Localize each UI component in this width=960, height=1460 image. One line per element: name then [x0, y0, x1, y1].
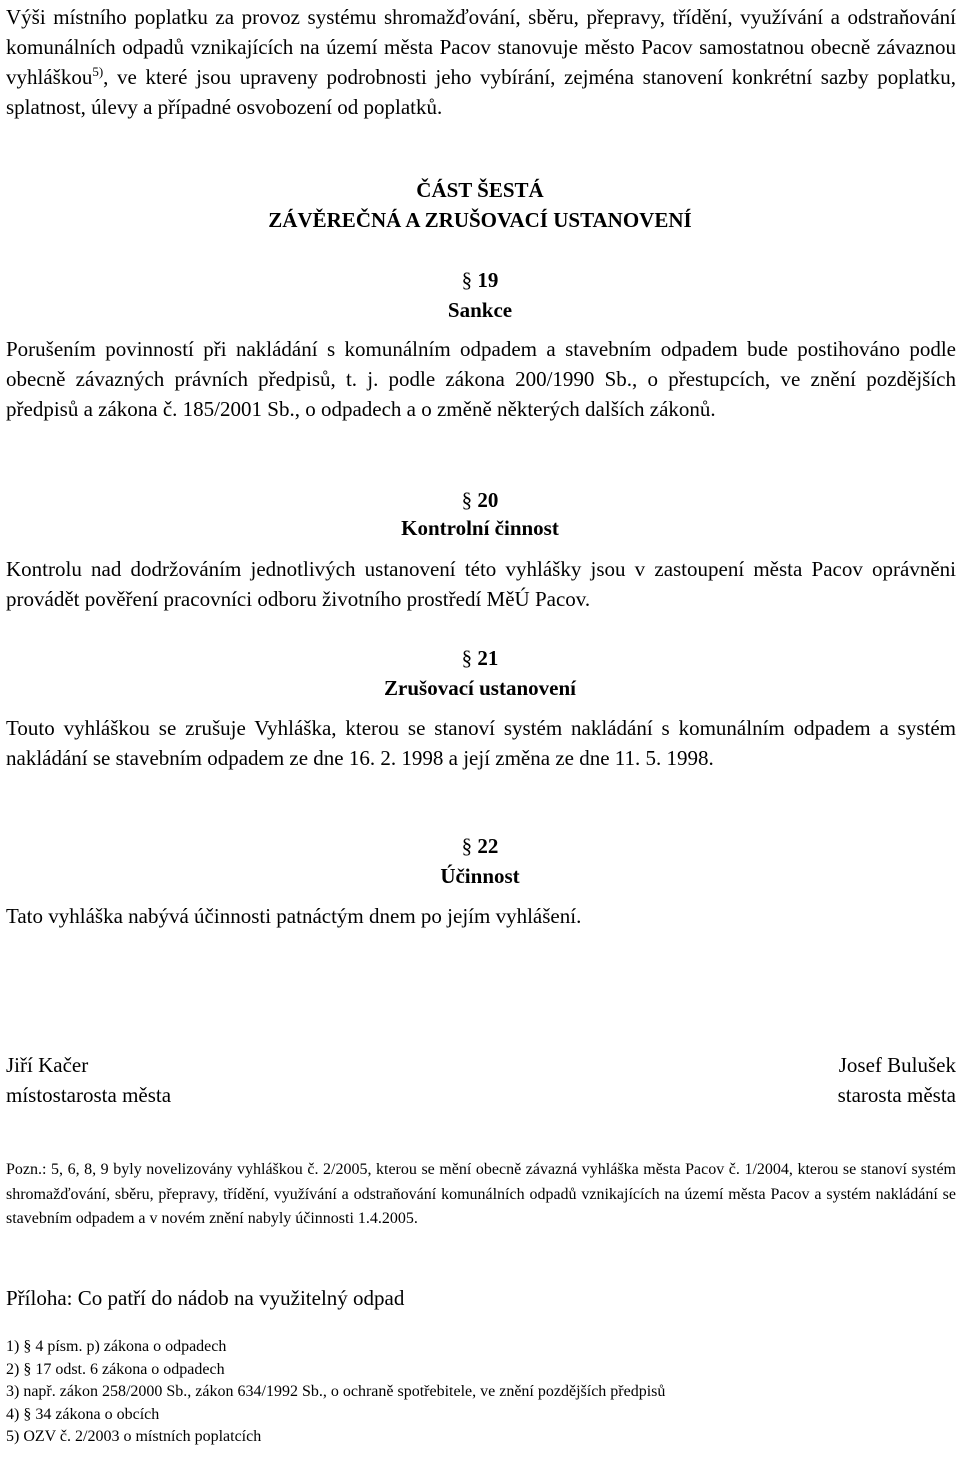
- signatory-name: Josef Bulušek: [838, 1053, 956, 1077]
- intro-text: Výši místního poplatku za provoz systému shromažďování, sběru, přepravy, třídění, využívání a odstraňování komunálních odpadů vznikajících na území města Pacov stanovuje město Pacov samostatnou obecně závaznou vyhláškou: [6, 5, 956, 89]
- footnote-number: 5): [6, 1428, 20, 1445]
- section-symbol: §: [461, 834, 473, 858]
- footnote-number: 1): [6, 1338, 20, 1355]
- signatory-role: starosta města: [837, 1083, 956, 1107]
- intro-paragraph: [6, 2, 956, 122]
- part-title: ZÁVĚREČNÁ A ZRUŠOVACÍ USTANOVENÍ: [268, 208, 692, 232]
- section-text: Tato vyhláška nabývá účinnosti patnáctým dnem po jejím vyhlášení.: [6, 904, 582, 928]
- attachment: Příloha: Co patří do nádob na využitelný odpad: [6, 1286, 405, 1310]
- footnote-number: 3): [6, 1383, 20, 1400]
- footnote-text: 34 zákona o obcích: [31, 1405, 160, 1423]
- section-text: Kontrolu nad dodržováním jednotlivých ustanovení této vyhlášky jsou v zastoupení města Pacov oprávněni provádět pověření pracovníci odboru životního prostředí MěÚ Pacov.: [6, 557, 956, 611]
- signature-right: [838, 1050, 956, 1110]
- note: Pozn.: 5, 6, 8, 9 byly novelizovány vyhláškou č. 2/2005, kterou se mění obecně závazná vyhláška města Pacov č. 1/2004, kterou se stanoví systém shromažďování, sběru, přepravy, třídění, využívání a odstraňování komunálních odpadů vznikajících na území města Pacov a systém nakládání se stavebním odpadem a v novém znění nabyly účinnosti 1.4.2005.: [6, 1161, 956, 1227]
- footnote-symbol: §: [23, 1338, 32, 1355]
- section-heading: [0, 643, 960, 673]
- footnote-number: 4): [6, 1405, 20, 1423]
- section-symbol: §: [461, 488, 473, 512]
- footnote-list: [6, 1336, 665, 1449]
- footnote-symbol: §: [23, 1405, 32, 1423]
- footnote-symbol: §: [23, 1360, 32, 1378]
- section-number: 20: [477, 488, 499, 512]
- section-heading: [0, 831, 960, 861]
- section-symbol: §: [461, 268, 473, 292]
- part-number: ČÁST ŠESTÁ: [416, 178, 544, 202]
- section-number: 21: [477, 646, 499, 670]
- footnote-number: 2): [6, 1360, 20, 1378]
- footnote-item: [6, 1404, 665, 1427]
- signatory-name: Jiří Kačer: [6, 1053, 89, 1077]
- signatory-role: místostarosta města: [6, 1083, 172, 1107]
- footnote-text: OZV č. 2/2003 o místních poplatcích: [23, 1428, 262, 1445]
- section-number: 22: [477, 834, 499, 858]
- section-title: Kontrolní činnost: [401, 516, 559, 540]
- section-text: Touto vyhláškou se zrušuje Vyhláška, kterou se stanoví systém nakládání s komunálním odpadem a systém nakládání se stavebním odpadem ze dne 16. 2. 1998 a její změna ze dne 11. 5. 1998.: [6, 716, 956, 770]
- section-number: 19: [477, 268, 499, 292]
- section-title: Sankce: [447, 298, 513, 322]
- intro-text-cont: , ve které jsou upraveny podrobnosti jeho vybírání, zejména stanovení konkrétní sazby poplatku, splatnost, úlevy a případné osvobození od poplatků.: [6, 65, 956, 119]
- footnote-text: např. zákon 258/2000 Sb., zákon 634/1992 Sb., o ochraně spotřebitele, ve znění pozdějších předpisů: [23, 1383, 666, 1400]
- section-title: Zrušovací ustanovení: [384, 676, 576, 700]
- footnote-item: [6, 1359, 665, 1382]
- section-title: Účinnost: [440, 864, 520, 888]
- footnote-item: [6, 1336, 665, 1359]
- section-heading: [0, 485, 960, 515]
- footnote-text: 4 písm. p) zákona o odpadech: [31, 1338, 227, 1355]
- footnote-text: 17 odst. 6 zákona o odpadech: [31, 1360, 225, 1378]
- section-heading: [0, 265, 960, 295]
- footnote-item: [6, 1426, 665, 1449]
- section-symbol: §: [461, 646, 473, 670]
- footnote-item: [6, 1381, 665, 1404]
- section-text: Porušením povinností při nakládání s komunálním odpadem a stavebním odpadem bude postihováno podle obecně závazných právních předpisů, t. j. podle zákona 200/1990 Sb., o přestupcích, ve znění pozdějších předpisů a zákona č. 185/2001 Sb., o odpadech a o změně některých dalších zákonů.: [6, 337, 956, 421]
- signature-left: [6, 1050, 171, 1110]
- footnote-ref: 5): [92, 64, 104, 79]
